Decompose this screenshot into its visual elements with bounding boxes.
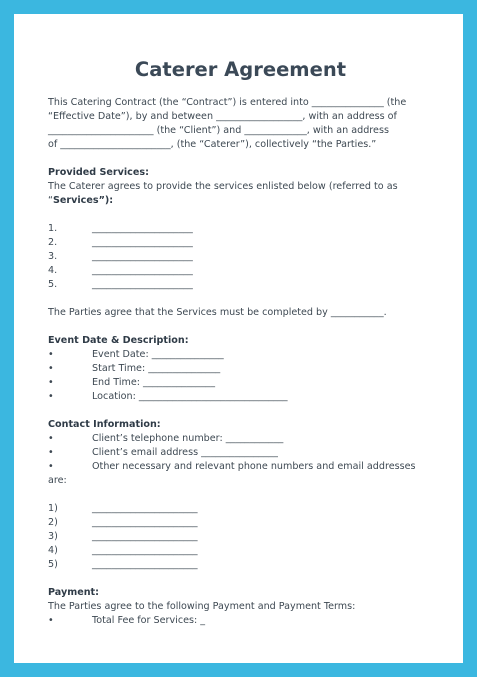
list-item [48, 516, 433, 530]
list-marker: 4. [48, 265, 58, 276]
list-item [48, 236, 433, 250]
bullet: • [48, 615, 54, 626]
blank-line: ______________________ [92, 517, 198, 528]
blank-line: ______________________ [92, 545, 198, 556]
blank-line: _____________________ [92, 265, 193, 276]
services-term: Services”): [52, 195, 114, 206]
bullet: • [48, 447, 54, 458]
payment-heading: Payment: [48, 587, 99, 598]
provided-services-heading: Provided Services: [48, 167, 149, 178]
bullet: • [48, 363, 54, 374]
intro-line: This Catering Contract (the “Contract”) is entered into _______________ (the [48, 97, 407, 108]
intro-paragraph [48, 96, 433, 152]
intro-line: of _______________________, (the “Caterer”), collectively “the Parties.” [48, 139, 377, 150]
document-page [14, 14, 463, 663]
intro-line: ______________________ (the “Client”) and _____________, with an address [48, 125, 389, 136]
bullet: • [48, 391, 54, 402]
list-item [48, 460, 433, 474]
list-item [48, 390, 433, 404]
event-date-field: Event Date: _______________ [92, 349, 224, 360]
document-body [48, 58, 433, 628]
list-marker: 5. [48, 279, 58, 290]
payment-description: The Parties agree to the following Payment and Payment Terms: [48, 601, 356, 612]
list-item [48, 446, 433, 460]
document-title: Caterer Agreement [134, 58, 347, 81]
list-item [48, 222, 433, 236]
blank-line: ______________________ [92, 531, 198, 542]
list-marker: 1. [48, 223, 58, 234]
list-item [48, 544, 433, 558]
email-field: Client’s email address ________________ [92, 447, 278, 458]
bullet: • [48, 461, 54, 472]
services-quote: “ [48, 195, 53, 206]
list-marker: 3) [48, 531, 58, 542]
list-item [48, 278, 433, 292]
blank-line: ______________________ [92, 559, 198, 570]
bullet: • [48, 349, 54, 360]
location-field: Location: _______________________________ [92, 391, 288, 402]
list-item [48, 250, 433, 264]
list-item [48, 558, 433, 572]
telephone-field: Client’s telephone number: ____________ [92, 433, 284, 444]
list-item [48, 530, 433, 544]
bullet: • [48, 433, 54, 444]
list-marker: 3. [48, 251, 58, 262]
intro-line: “Effective Date”), by and between __________________, with an address of [48, 111, 397, 122]
services-description-cont [48, 194, 433, 208]
list-item [48, 376, 433, 390]
list-item [48, 362, 433, 376]
total-fee-field: Total Fee for Services: _ [92, 615, 206, 626]
contact-list [48, 432, 433, 474]
list-marker: 4) [48, 545, 58, 556]
contact-heading: Contact Information: [48, 419, 161, 430]
payment-list [48, 614, 433, 628]
contact-continuation: are: [48, 475, 67, 486]
contact-numbered-list [48, 502, 433, 572]
list-item [48, 614, 433, 628]
list-marker: 1) [48, 503, 58, 514]
blank-line: _____________________ [92, 251, 193, 262]
list-item [48, 348, 433, 362]
list-item [48, 502, 433, 516]
list-item [48, 432, 433, 446]
event-list [48, 348, 433, 404]
blank-line: _____________________ [92, 223, 193, 234]
list-marker: 2) [48, 517, 58, 528]
start-time-field: Start Time: _______________ [92, 363, 221, 374]
end-time-field: End Time: _______________ [92, 377, 215, 388]
bullet: • [48, 377, 54, 388]
other-contacts-text: Other necessary and relevant phone numbers and email addresses [92, 461, 416, 472]
services-list [48, 222, 433, 292]
blank-line: _____________________ [92, 279, 193, 290]
blank-line: ______________________ [92, 503, 198, 514]
services-description: The Caterer agrees to provide the services enlisted below (referred to as [48, 181, 398, 192]
blank-line: _____________________ [92, 237, 193, 248]
list-marker: 5) [48, 559, 58, 570]
list-marker: 2. [48, 237, 58, 248]
event-heading: Event Date & Description: [48, 335, 189, 346]
services-completion: The Parties agree that the Services must be completed by ___________. [48, 307, 387, 318]
list-item [48, 264, 433, 278]
